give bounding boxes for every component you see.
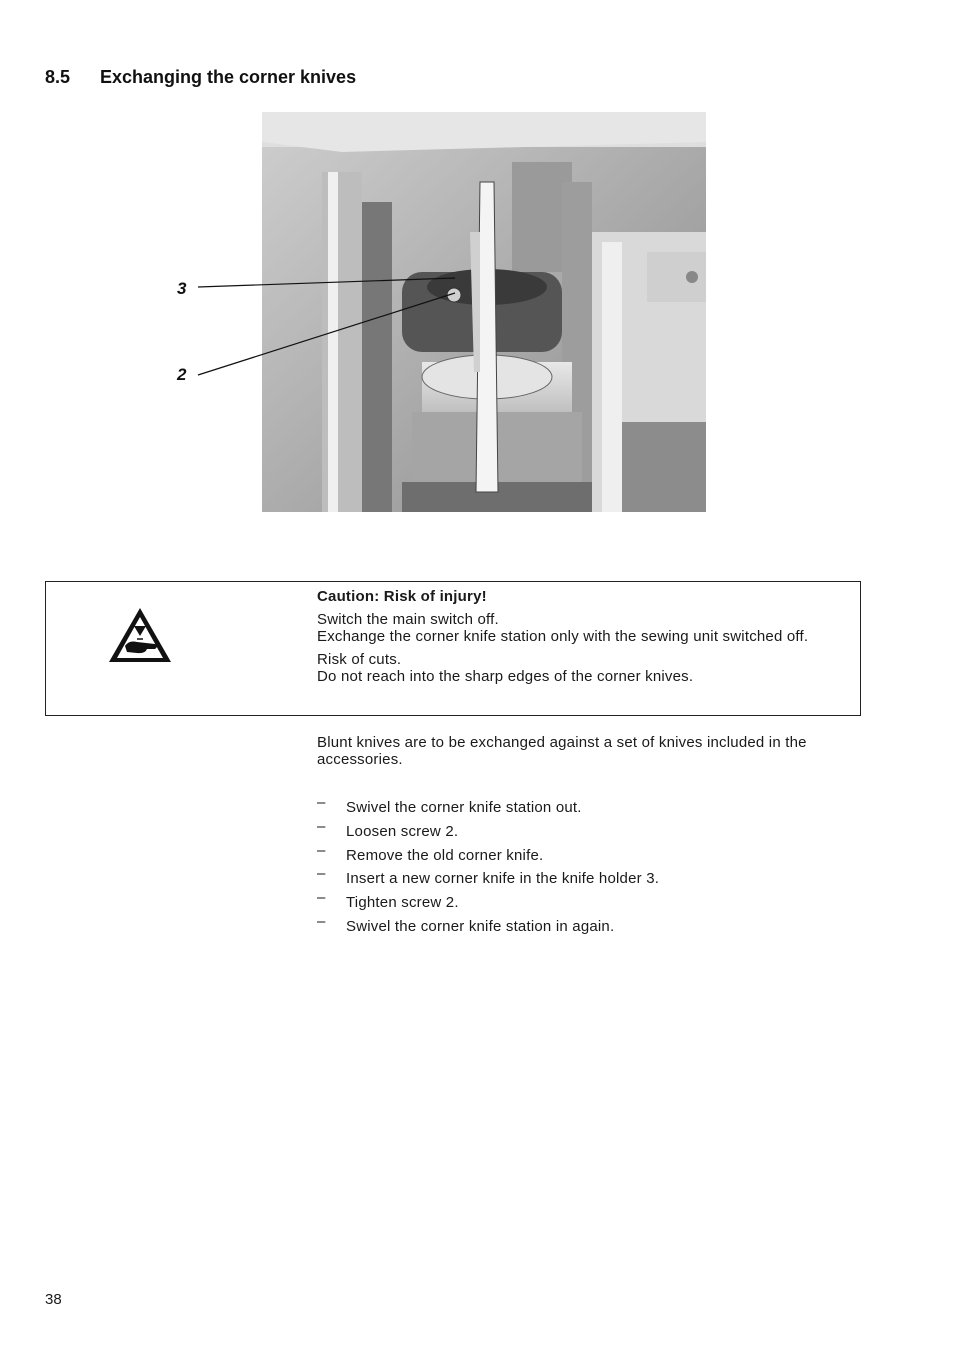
- intro-paragraph: Blunt knives are to be exchanged against a set of knives included in the accessories.: [317, 734, 807, 768]
- step-item: [317, 889, 857, 916]
- step-text: Insert a new corner knife in the knife holder 3.: [346, 870, 660, 888]
- section-number: 8.5: [45, 67, 71, 87]
- step-dash: –: [317, 794, 326, 811]
- warning-line: Do not reach into the sharp edges of the corner knives.: [317, 668, 694, 685]
- step-dash: –: [317, 889, 326, 907]
- step-text: Tighten screw 2.: [346, 894, 459, 912]
- warning-line: Switch the main switch off.: [317, 611, 499, 628]
- warning-paragraph-1: [317, 611, 857, 645]
- step-text: Swivel the corner knife station in again.: [346, 917, 615, 935]
- warning-title: Caution: Risk of injury!: [317, 588, 487, 605]
- section-heading: [45, 67, 356, 88]
- warning-paragraph-2: [317, 651, 857, 685]
- step-item: [317, 817, 857, 845]
- step-item: [317, 794, 857, 821]
- warning-text: [317, 588, 857, 691]
- step-dash: –: [317, 912, 326, 930]
- warning-box: [45, 581, 861, 716]
- step-text: Swivel the corner knife station out.: [346, 799, 582, 816]
- corner-knife-station-photo: [262, 112, 706, 512]
- step-item: [317, 841, 857, 869]
- section-title: Exchanging the corner knives: [100, 67, 357, 87]
- step-text: Loosen screw 2.: [346, 822, 459, 840]
- instruction-steps: [317, 794, 857, 940]
- step-item: [317, 912, 857, 940]
- warning-line: Exchange the corner knife station only with the sewing unit switched off.: [317, 628, 809, 645]
- warning-line: Risk of cuts.: [317, 651, 402, 668]
- page-number: 38: [45, 1291, 62, 1308]
- step-dash: –: [317, 865, 326, 883]
- step-item: [317, 865, 857, 892]
- step-text: Remove the old corner knife.: [346, 846, 544, 864]
- step-dash: –: [317, 841, 326, 859]
- callout-2: 2: [177, 365, 187, 384]
- step-dash: –: [317, 817, 326, 835]
- callout-3: 3: [177, 279, 187, 298]
- cut-hand-warning-icon: [107, 606, 173, 664]
